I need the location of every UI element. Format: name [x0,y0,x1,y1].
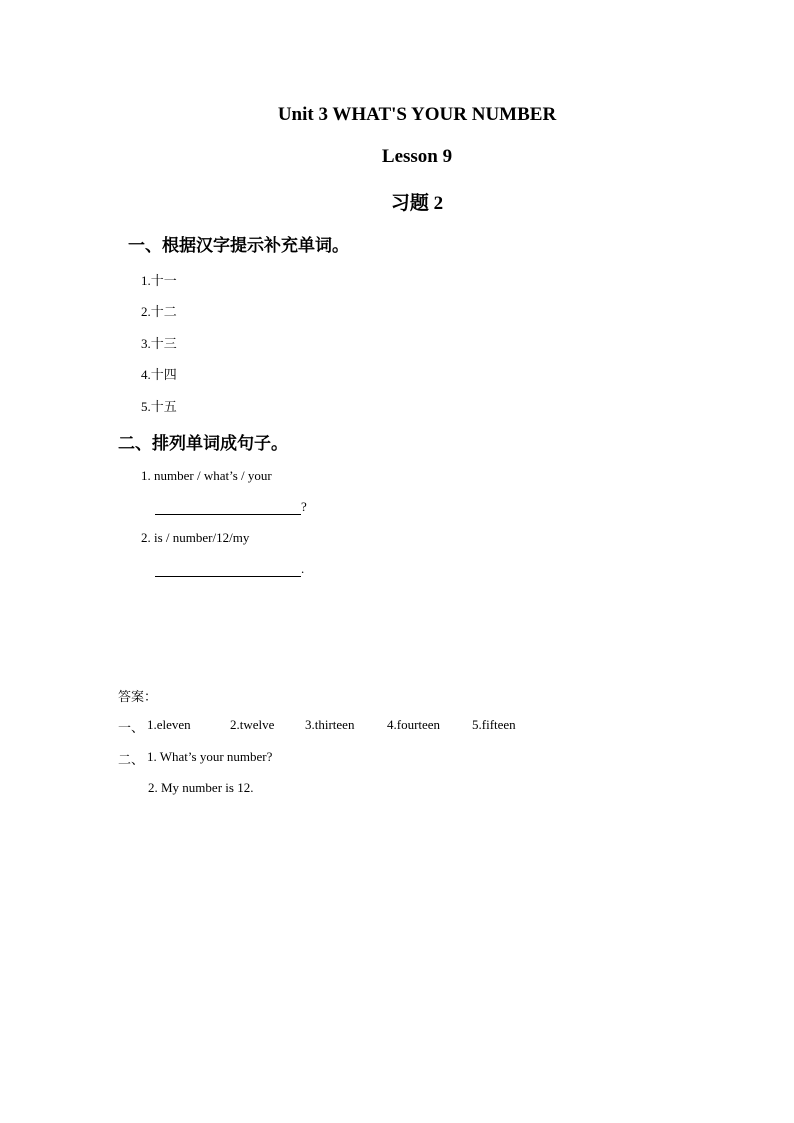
answer-item: 4.fourteen [387,717,441,732]
answers-label: 答案： [118,689,158,704]
blank-line[interactable] [155,500,301,515]
section1-item: 1.十一 [141,273,177,288]
end-punctuation: ? [301,499,307,514]
exercise-title: 习题 2 [390,193,444,214]
blank-line[interactable] [155,562,301,577]
section1-item: 2.十二 [141,304,177,319]
answer-item: 1.eleven [147,717,191,732]
answers-part2-prefix: 二、 [118,752,145,767]
section1-item: 3.十三 [141,336,177,351]
section2-prompt: 1. number / what’s / your [141,468,272,483]
answer-item: 1. What’s your number? [147,749,273,764]
answer-item: 2.twelve [230,717,275,732]
section1-item: 5.十五 [141,399,177,414]
answers-part1-prefix: 一、 [118,720,145,735]
section2-prompt: 2. is / number/12/my [141,530,250,545]
answer-blank-2[interactable] [155,561,304,577]
answer-item: 3.thirteen [305,717,355,732]
section2-heading: 二、排列单词成句子。 [118,434,288,454]
answer-item: 2. My number is 12. [148,780,254,795]
lesson-title: Lesson 9 [381,146,453,167]
section1-heading: 一、根据汉字提示补充单词。 [128,236,349,256]
end-punctuation: . [301,561,305,576]
answer-blank-1[interactable] [155,499,307,515]
unit-title: Unit 3 WHAT'S YOUR NUMBER [277,104,557,125]
answer-item: 5.fifteen [472,717,516,732]
section1-item: 4.十四 [141,367,177,382]
